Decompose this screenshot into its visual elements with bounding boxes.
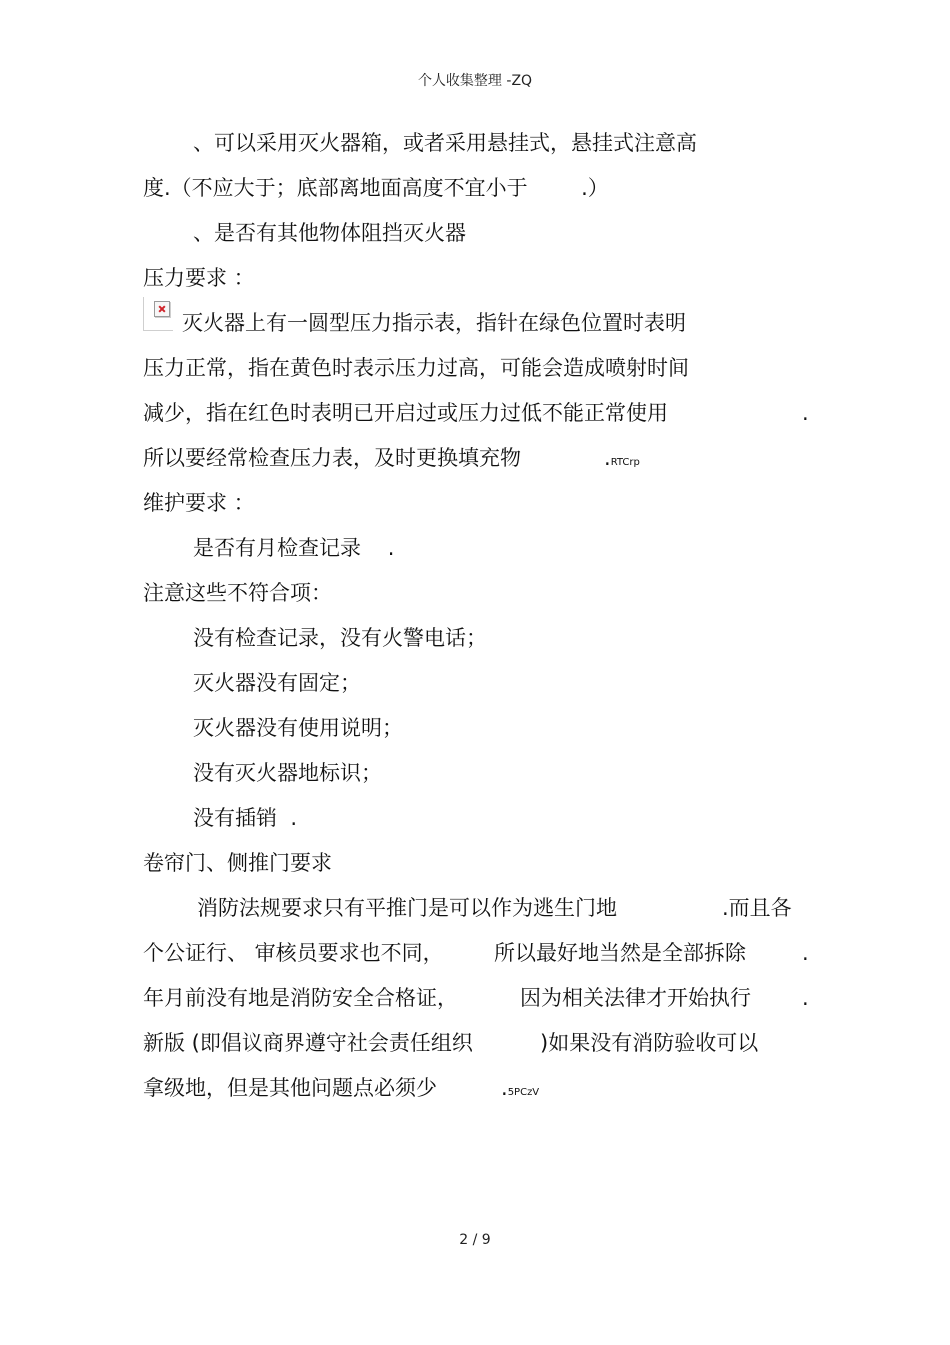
section-heading: 卷帘门、侧推门要求	[143, 851, 332, 875]
section-heading: 压力要求 ：	[143, 266, 255, 290]
text-fragment: .	[802, 401, 809, 425]
list-item: 灭火器没有固定；	[193, 671, 361, 695]
text-fragment: .	[802, 986, 809, 1010]
page-number: 2 / 9	[459, 1232, 491, 1248]
text-line: 消防法规要求只有平推门是可以作为逃生门地	[197, 896, 617, 920]
text-line: 拿级地，但是其他问题点必须少	[143, 1076, 437, 1100]
list-item: 没有检查记录，没有火警电话；	[193, 626, 487, 650]
list-item: 灭火器没有使用说明；	[193, 716, 403, 740]
text-line: 压力正常，指在黄色时表示压力过高，可能会造成喷射时间	[143, 356, 689, 380]
text-line: 、是否有其他物体阻挡灭火器	[193, 221, 466, 245]
watermark-code: RTCrp	[610, 457, 640, 468]
text-line: 所以要经常检查压力表，及时更换填充物	[143, 446, 521, 470]
text-fragment: .而且各	[722, 896, 792, 920]
text-line: 个公证行、 审核员要求也不同，	[143, 941, 444, 965]
text-line: 新版 (即倡议商界遵守社会责任组织	[143, 1031, 473, 1055]
section-heading: 注意这些不符合项：	[143, 581, 332, 605]
page-header: 个人收集整理 -ZQ	[417, 73, 533, 89]
text-line: 年月前没有地是消防安全合格证，	[143, 986, 458, 1010]
text-fragment: )如果没有消防验收可以	[540, 1031, 759, 1055]
text-fragment: .RTCrp	[604, 446, 640, 470]
list-item: 没有插销 .	[193, 806, 298, 830]
text-line: 、可以采用灭火器箱，或者采用悬挂式，悬挂式注意高	[193, 131, 697, 155]
text-fragment: .	[802, 941, 809, 965]
text-fragment: 所以最好地当然是全部拆除	[494, 941, 746, 965]
text-line: 度.（不应大于；底部离地面高度不宜小于 .）	[143, 176, 609, 200]
section-heading: 维护要求 ：	[143, 491, 255, 515]
text-fragment: 因为相关法律才开始执行	[520, 986, 751, 1010]
text-line: 是否有月检查记录 .	[193, 536, 395, 560]
watermark-code: 5PCzV	[507, 1087, 540, 1098]
broken-image-icon	[143, 297, 173, 331]
list-item: 没有灭火器地标识；	[193, 761, 382, 785]
text-line: 灭火器上有一圆型压力指示表，指针在绿色位置时表明	[182, 311, 686, 335]
text-line: 减少，指在红色时表明已开启过或压力过低不能正常使用	[143, 401, 668, 425]
text-fragment: .5PCzV	[501, 1076, 540, 1100]
